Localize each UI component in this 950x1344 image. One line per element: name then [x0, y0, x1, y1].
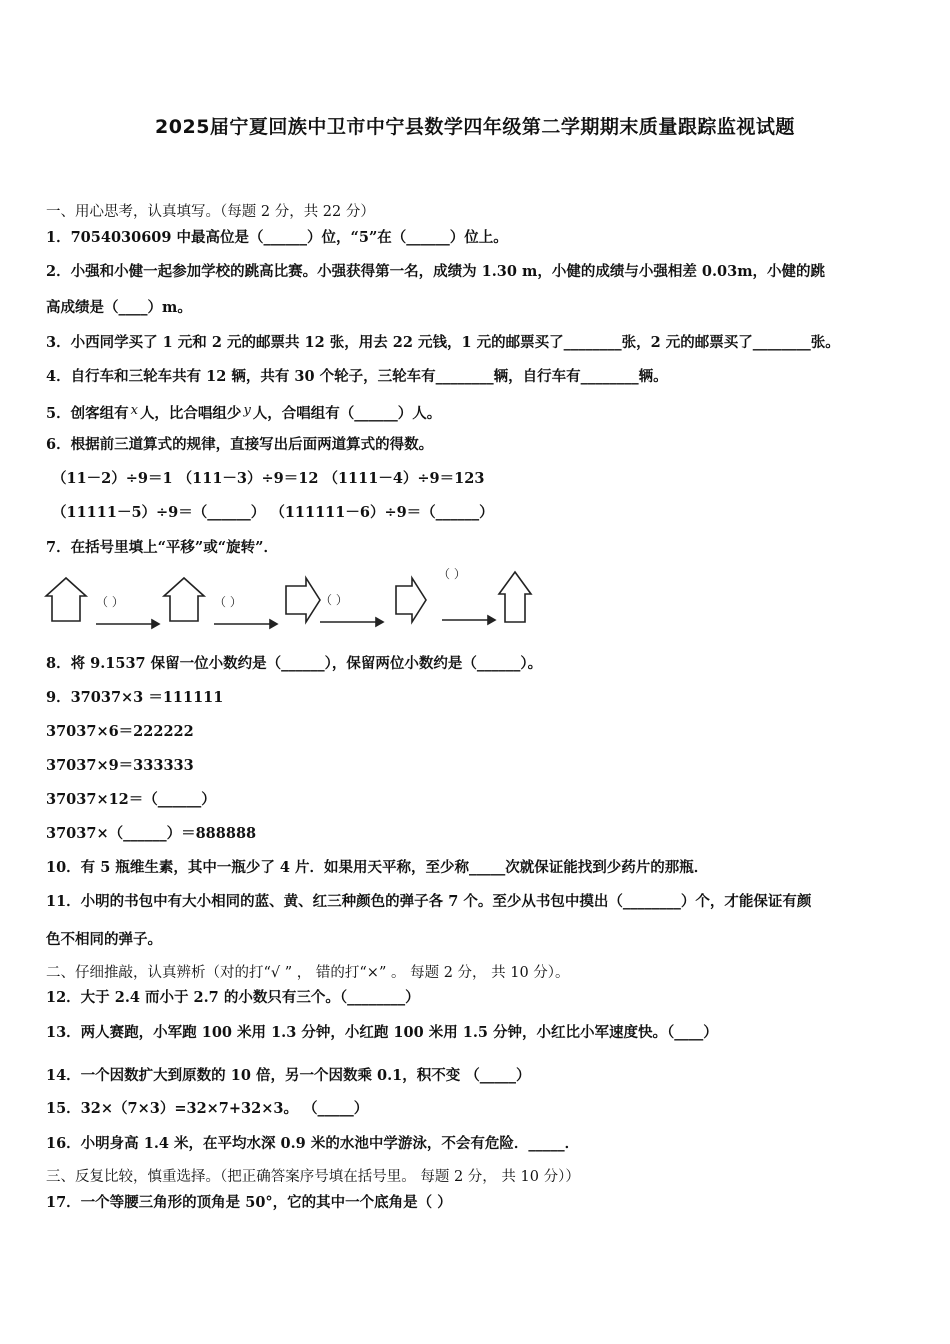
question-9-row-4: 37037×12＝（______）	[46, 791, 216, 808]
blank-label: （ ）	[438, 567, 466, 581]
arrowhead	[488, 616, 495, 624]
question-6-blanks: （11111－5）÷9＝（______） （111111－6）÷9＝（______）	[52, 504, 494, 521]
blank-label: （ ）	[214, 595, 242, 609]
variable-x: x	[130, 403, 138, 418]
section-2-heading: 二、仔细推敲，认真辨析（对的打“√ ” ， 错的打“×” 。 每题 2 分， 共 10 分）。	[46, 965, 570, 981]
up-arrow-shape	[46, 578, 86, 621]
question-7: 7．在括号里填上“平移”或“旋转”．	[46, 539, 278, 556]
question-1: 1．7054030609 中最高位是（______）位，“5”在（______）位上。	[46, 229, 508, 246]
question-2-line-1: 2．小强和小健一起参加学校的跳高比赛。小强获得第一名，成绩为 1.30 m，小健的成绩与小强相差 0.03m，小健的跳	[46, 263, 826, 280]
question-12: 12．大于 2.4 而小于 2.7 的小数只有三个。（________）	[46, 989, 420, 1006]
section-3-heading: 三、反复比较，慎重选择。（把正确答案序号填在括号里。 每题 2 分， 共 10 分））	[46, 1169, 580, 1185]
question-5-suffix: 人，合唱组有（______）人。	[252, 405, 442, 422]
question-17: 17．一个等腰三角形的顶角是 50°，它的其中一个底角是（ ）	[46, 1194, 452, 1211]
question-11-line-1: 11．小明的书包中有大小相同的蓝、黄、红三种颜色的弹子各 7 个。至少从书包中摸出（________）个，才能保证有颜	[46, 893, 812, 910]
question-11-line-2: 色不相同的弹子。	[46, 931, 162, 948]
arrowhead	[270, 620, 277, 628]
question-15: 15．32×（7×3）=32×7+32×3。 （_____）	[46, 1100, 369, 1117]
question-13: 13．两人赛跑，小军跑 100 米用 1.3 分钟，小红跑 100 米用 1.5 分钟，小红比小军速度快。（____）	[46, 1024, 718, 1041]
question-16: 16．小明身高 1.4 米，在平均水深 0.9 米的水池中学游泳，不会有危险．_____．	[46, 1135, 580, 1152]
question-3: 3．小西同学买了 1 元和 2 元的邮票共 12 张，用去 22 元钱，1 元的邮票买了________张，2 元的邮票买了________张。	[46, 334, 840, 351]
right-arrow-shape	[396, 578, 426, 622]
question-9-row-5: 37037×（______）＝888888	[46, 825, 257, 842]
question-9: 9．37037×3 ＝111111	[46, 689, 224, 706]
section-1-heading: 一、用心思考，认真填写。（每题 2 分，共 22 分）	[46, 204, 375, 220]
up-arrow-shape	[164, 578, 204, 621]
question-5-middle: 人，比合唱组少	[139, 405, 242, 422]
question-14: 14．一个因数扩大到原数的 10 倍，另一个因数乘 0.1，积不变 （_____）	[46, 1067, 531, 1084]
question-9-row-3: 37037×9＝333333	[46, 757, 194, 774]
question-5-prefix: 5．创客组有	[46, 405, 129, 422]
variable-y: y	[243, 403, 251, 418]
question-4: 4．自行车和三轮车共有 12 辆，共有 30 个轮子，三轮车有________辆，自行车有________辆。	[46, 368, 668, 385]
arrowhead	[152, 620, 159, 628]
question-8: 8．将 9.1537 保留一位小数约是（______），保留两位小数约是（______）。	[46, 655, 543, 672]
page-title: 2025届宁夏回族中卫市中宁县数学四年级第二学期期末质量跟踪监视试题	[155, 116, 795, 138]
question-10: 10．有 5 瓶维生素，其中一瓶少了 4 片．如果用天平称，至少称_____次就保证能找到少药片的那瓶．	[46, 859, 709, 876]
question-9-row-2: 37037×6＝222222	[46, 723, 194, 740]
arrowhead	[376, 618, 383, 626]
blank-label: （ ）	[96, 595, 124, 609]
question-6-examples: （11－2）÷9＝1 （111－3）÷9＝12 （1111－4）÷9＝123	[52, 470, 485, 487]
right-arrow-shape	[286, 578, 320, 622]
up-arrow-shape	[499, 572, 531, 622]
question-6: 6．根据前三道算式的规律，直接写出后面两道算式的得数。	[46, 436, 434, 453]
translation-rotation-figure	[44, 564, 544, 634]
question-2-line-2: 高成绩是（____）m。	[46, 299, 192, 316]
blank-label: （ ）	[320, 593, 348, 607]
question-5	[46, 401, 908, 424]
